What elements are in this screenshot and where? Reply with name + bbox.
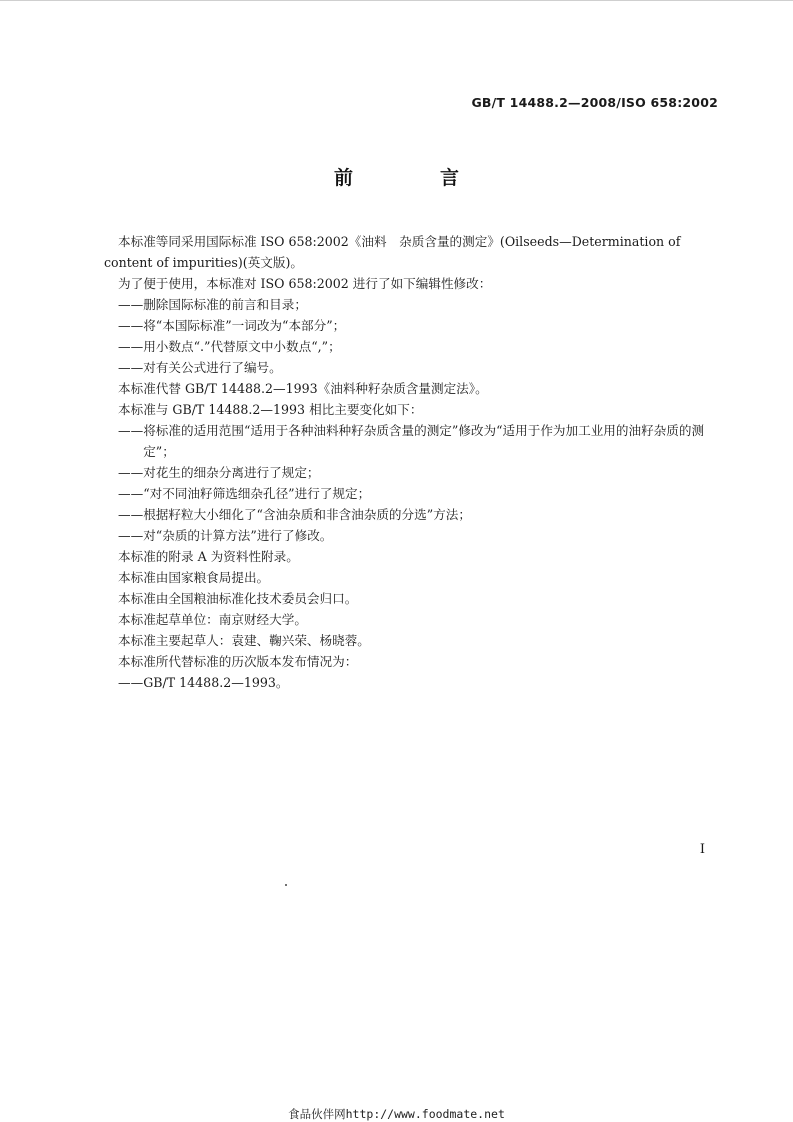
list-item bbox=[118, 525, 715, 546]
paragraph-history: 本标准所代替标准的历次版本发布情况为： bbox=[118, 654, 358, 669]
list-item-text: GB/T 14488.2—1993。 bbox=[143, 675, 289, 690]
dash-marker: —— bbox=[118, 318, 144, 333]
paragraph-drafting-unit: 本标准起草单位：南京财经大学。 bbox=[118, 612, 307, 627]
top-rule bbox=[0, 0, 793, 1]
list-item bbox=[118, 672, 715, 693]
paragraph-replaces: 本标准代替 GB/T 14488.2—1993《油料种籽杂质含量测定法》。 bbox=[118, 381, 488, 396]
dash-marker: —— bbox=[118, 465, 144, 480]
list-item-text: 对“杂质的计算方法”进行了修改。 bbox=[143, 528, 333, 543]
list-item-text: “对不同油籽筛选细杂孔径”进行了规定； bbox=[143, 486, 371, 501]
paragraph-main-changes: 本标准与 GB/T 14488.2—1993 相比主要变化如下： bbox=[118, 402, 423, 417]
dash-marker: —— bbox=[118, 339, 144, 354]
paragraph-adoption-line2: content of impurities)(英文版)。 bbox=[104, 255, 303, 270]
paragraph-proposed-by: 本标准由国家粮食局提出。 bbox=[118, 570, 270, 585]
list-item-text: 对有关公式进行了编号。 bbox=[143, 360, 282, 375]
list-item bbox=[118, 336, 715, 357]
list-item-text: 根据籽粒大小细化了“含油杂质和非含油杂质的分选”方法； bbox=[143, 507, 471, 522]
footer-watermark: 食品伙伴网http://www.foodmate.net bbox=[288, 1107, 505, 1121]
dash-marker: —— bbox=[118, 528, 144, 543]
paragraph-drafters: 本标准主要起草人：袁建、鞠兴荣、杨晓蓉。 bbox=[118, 633, 370, 648]
list-item-text: 将“本国际标准”一词改为“本部分”； bbox=[143, 318, 346, 333]
page-title: 前 言 bbox=[333, 167, 493, 189]
list-item bbox=[118, 294, 715, 315]
dash-marker: —— bbox=[118, 675, 144, 690]
standard-code: GB/T 14488.2—2008/ISO 658:2002 bbox=[471, 95, 718, 110]
list-item bbox=[118, 462, 715, 483]
list-item-text: 将标准的适用范围“适用于各种油料种籽杂质含量的测定”修改为“适用于作为加工业用的油籽杂质的测定”； bbox=[143, 423, 705, 459]
list-item-text: 用小数点“.”代替原文中小数点“,”； bbox=[143, 339, 341, 354]
dash-marker: —— bbox=[118, 360, 144, 375]
list-item bbox=[118, 420, 715, 462]
paragraph-editorial-changes: 为了便于使用，本标准对 ISO 658:2002 进行了如下编辑性修改： bbox=[118, 276, 492, 291]
list-item bbox=[118, 483, 715, 504]
list-item bbox=[118, 357, 715, 378]
dash-marker: —— bbox=[118, 297, 144, 312]
scan-speck bbox=[285, 884, 287, 886]
list-item-text: 删除国际标准的前言和目录； bbox=[143, 297, 307, 312]
foreword-body bbox=[104, 231, 715, 693]
dash-marker: —— bbox=[118, 486, 144, 501]
dash-marker: —— bbox=[118, 423, 144, 438]
paragraph-under-jurisdiction: 本标准由全国粮油标准化技术委员会归口。 bbox=[118, 591, 358, 606]
list-item bbox=[118, 315, 715, 336]
page-number: I bbox=[699, 842, 705, 857]
paragraph-adoption bbox=[104, 231, 715, 273]
paragraph-annex: 本标准的附录 A 为资料性附录。 bbox=[118, 549, 299, 564]
list-item bbox=[118, 504, 715, 525]
paragraph-adoption-line1: 本标准等同采用国际标准 ISO 658:2002《油料 杂质含量的测定》(Oilseeds—Determination of bbox=[118, 234, 681, 249]
dash-marker: —— bbox=[118, 507, 144, 522]
list-item-text: 对花生的细杂分离进行了规定； bbox=[143, 465, 320, 480]
